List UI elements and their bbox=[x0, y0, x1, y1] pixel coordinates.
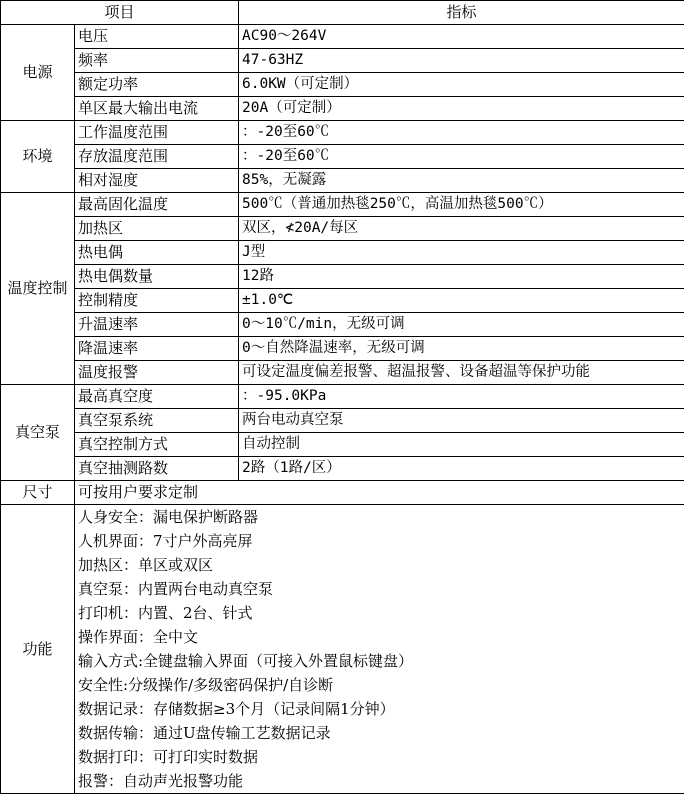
row-value: 6.0KW（可定制） bbox=[239, 73, 684, 97]
category-temperature: 温度控制 bbox=[1, 193, 75, 385]
row-value: 500℃（普通加热毯250℃，高温加热毯500℃） bbox=[239, 193, 684, 217]
row-label: 热电偶 bbox=[75, 241, 239, 265]
header-row bbox=[1, 1, 684, 25]
category-environment: 环境 bbox=[1, 121, 75, 193]
row-value: ：-95.0KPa bbox=[239, 385, 684, 409]
row-value: ±1.0℃ bbox=[239, 289, 684, 313]
table-row bbox=[1, 25, 684, 49]
function-line: 人机界面：7寸户外高亮屏 bbox=[78, 532, 253, 550]
row-label: 升温速率 bbox=[75, 313, 239, 337]
function-line: 数据打印：可打印实时数据 bbox=[78, 748, 259, 766]
row-label: 温度报警 bbox=[75, 361, 239, 385]
table-row bbox=[1, 505, 684, 794]
row-label: 电压 bbox=[75, 25, 239, 49]
table-row bbox=[1, 433, 684, 457]
row-value: 20A（可定制） bbox=[239, 97, 684, 121]
row-label: 工作温度范围 bbox=[75, 121, 239, 145]
category-size: 尺寸 bbox=[1, 481, 75, 505]
table-row bbox=[1, 385, 684, 409]
table-row bbox=[1, 217, 684, 241]
row-value: 自动控制 bbox=[239, 433, 684, 457]
table-row bbox=[1, 289, 684, 313]
function-line: 加热区：单区或双区 bbox=[78, 556, 214, 574]
function-line: 打印机：内置、2台、针式 bbox=[78, 604, 253, 622]
category-power: 电源 bbox=[1, 25, 75, 121]
row-label: 额定功率 bbox=[75, 73, 239, 97]
row-value: ：-20至60℃ bbox=[239, 121, 684, 145]
table-row bbox=[1, 409, 684, 433]
row-value: 85%，无凝露 bbox=[239, 169, 684, 193]
category-functions: 功能 bbox=[1, 505, 75, 794]
row-value: 0～自然降温速率，无级可调 bbox=[239, 337, 684, 361]
function-line: 真空泵：内置两台电动真空泵 bbox=[78, 580, 274, 598]
row-label: 真空抽测路数 bbox=[75, 457, 239, 481]
row-label: 最高固化温度 bbox=[75, 193, 239, 217]
function-line: 报警：自动声光报警功能 bbox=[78, 772, 244, 790]
table-row bbox=[1, 457, 684, 481]
row-value: 两台电动真空泵 bbox=[239, 409, 684, 433]
row-value: 双区，≮20A/每区 bbox=[239, 217, 684, 241]
functions-list bbox=[75, 505, 684, 794]
function-line: 人身安全：漏电保护断路器 bbox=[78, 508, 259, 526]
table-row bbox=[1, 97, 684, 121]
row-label: 相对湿度 bbox=[75, 169, 239, 193]
table-row bbox=[1, 73, 684, 97]
row-value: 12路 bbox=[239, 265, 684, 289]
table-row bbox=[1, 337, 684, 361]
table-row bbox=[1, 481, 684, 505]
table-row bbox=[1, 241, 684, 265]
row-value: 可设定温度偏差报警、超温报警、设备超温等保护功能 bbox=[239, 361, 684, 385]
table-row bbox=[1, 361, 684, 385]
row-value: AC90～264V bbox=[239, 25, 684, 49]
row-value: J型 bbox=[239, 241, 684, 265]
row-label: 存放温度范围 bbox=[75, 145, 239, 169]
row-value: 0～10℃/min，无级可调 bbox=[239, 313, 684, 337]
row-label: 真空泵系统 bbox=[75, 409, 239, 433]
row-value: 2路（1路/区） bbox=[239, 457, 684, 481]
row-label: 加热区 bbox=[75, 217, 239, 241]
row-value: 47-63HZ bbox=[239, 49, 684, 73]
row-label: 热电偶数量 bbox=[75, 265, 239, 289]
size-value: 可按用户要求定制 bbox=[75, 481, 684, 505]
row-value: ：-20至60℃ bbox=[239, 145, 684, 169]
row-label: 真空控制方式 bbox=[75, 433, 239, 457]
table-row bbox=[1, 265, 684, 289]
table-row bbox=[1, 121, 684, 145]
category-vacuum: 真空泵 bbox=[1, 385, 75, 481]
row-label: 控制精度 bbox=[75, 289, 239, 313]
table-row bbox=[1, 193, 684, 217]
row-label: 降温速率 bbox=[75, 337, 239, 361]
header-spec: 指标 bbox=[239, 1, 684, 25]
function-line: 安全性:分级操作/多级密码保护/自诊断 bbox=[78, 676, 334, 694]
function-line: 数据传输：通过U盘传输工艺数据记录 bbox=[78, 724, 331, 742]
function-line: 操作界面：全中文 bbox=[78, 628, 199, 646]
header-item: 项目 bbox=[1, 1, 239, 25]
row-label: 最高真空度 bbox=[75, 385, 239, 409]
table-row bbox=[1, 169, 684, 193]
function-line: 数据记录：存储数据≥3个月（记录间隔1分钟） bbox=[78, 700, 395, 718]
row-label: 频率 bbox=[75, 49, 239, 73]
table-row bbox=[1, 145, 684, 169]
table-row bbox=[1, 49, 684, 73]
function-line: 输入方式:全键盘输入界面（可接入外置鼠标键盘） bbox=[78, 652, 414, 670]
row-label: 单区最大输出电流 bbox=[75, 97, 239, 121]
table-row bbox=[1, 313, 684, 337]
